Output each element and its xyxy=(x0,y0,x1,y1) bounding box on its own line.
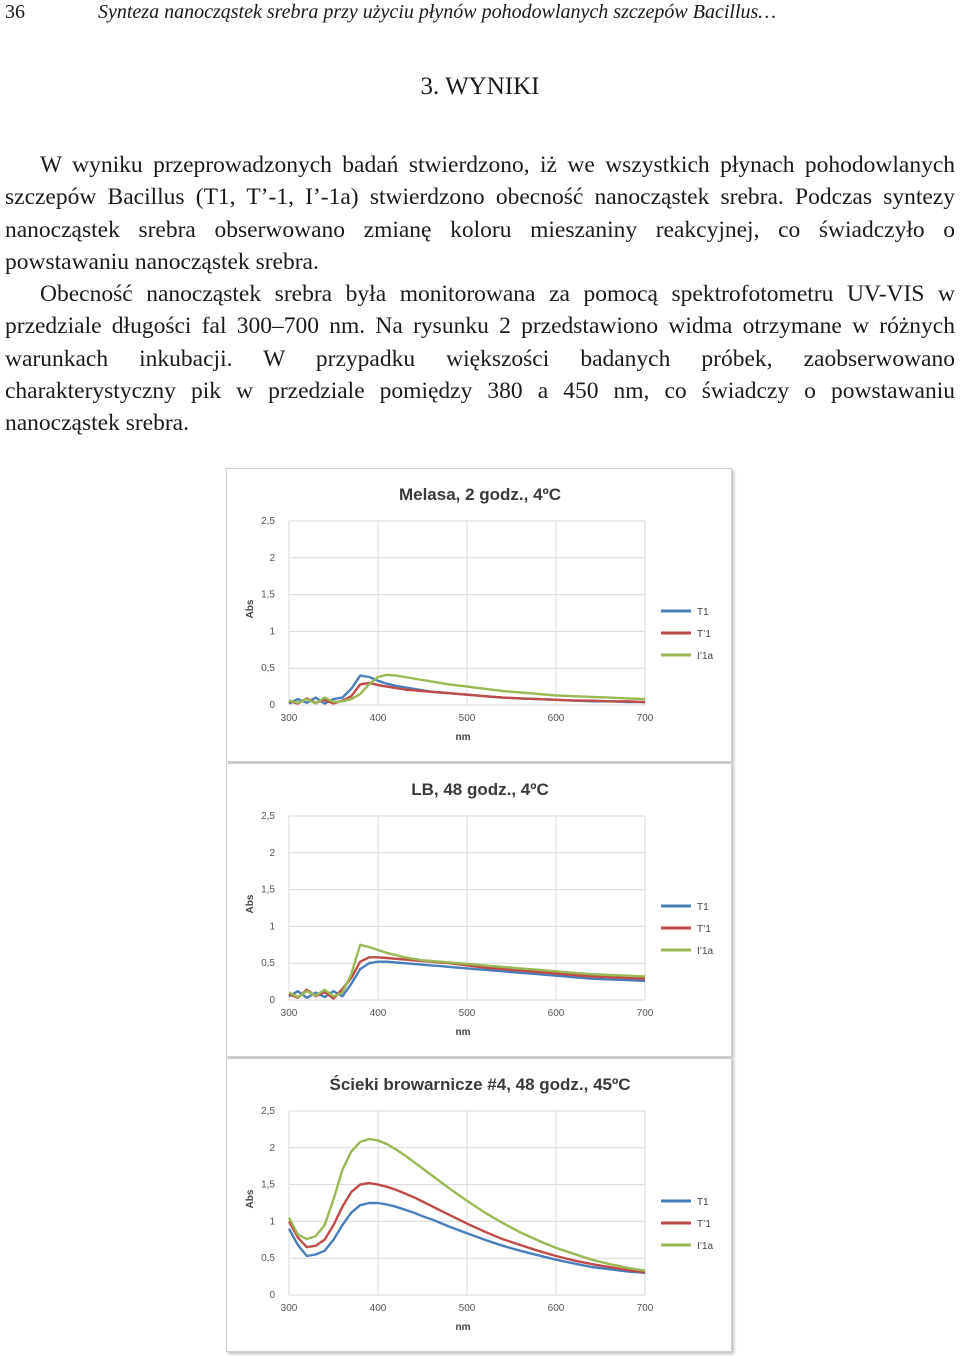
y-tick-label: 0,5 xyxy=(261,663,275,675)
x-axis-label: nm xyxy=(455,1322,471,1333)
y-tick-label: 2,5 xyxy=(261,516,275,527)
x-tick-label: 500 xyxy=(458,1303,476,1314)
legend-label: I’1a xyxy=(697,651,714,662)
y-tick-label: 2,5 xyxy=(261,811,275,822)
y-tick-label: 0,5 xyxy=(261,958,275,970)
legend-label: T’1 xyxy=(697,629,711,640)
y-tick-label: 0,5 xyxy=(261,1253,275,1265)
chart-title: Melasa, 2 godz., 4ºC xyxy=(398,485,562,504)
x-tick-label: 300 xyxy=(280,1008,298,1019)
x-tick-label: 600 xyxy=(547,1008,565,1019)
y-tick-label: 0 xyxy=(269,995,275,1006)
chart-title: LB, 48 godz., 4ºC xyxy=(411,780,549,799)
x-tick-label: 600 xyxy=(547,713,565,724)
legend-label: T’1 xyxy=(697,1219,711,1230)
x-tick-label: 700 xyxy=(636,713,654,724)
chart-melasa xyxy=(227,469,733,763)
x-tick-label: 500 xyxy=(458,713,476,724)
legend-label: T1 xyxy=(697,607,709,618)
chart-panel-scieki xyxy=(226,1058,732,1352)
y-tick-label: 1,5 xyxy=(261,1179,275,1191)
legend-label: I’1a xyxy=(697,946,714,957)
chart-lb xyxy=(227,764,733,1058)
y-tick-label: 1 xyxy=(269,1216,275,1228)
x-tick-label: 400 xyxy=(369,1303,387,1314)
y-tick-label: 1,5 xyxy=(261,589,275,601)
y-tick-label: 2 xyxy=(269,847,275,859)
x-tick-label: 400 xyxy=(369,1008,387,1019)
y-tick-label: 1 xyxy=(269,921,275,933)
y-tick-label: 0 xyxy=(269,1290,275,1301)
x-tick-label: 700 xyxy=(636,1303,654,1314)
chart-panel-lb xyxy=(226,763,732,1057)
legend-label: I’1a xyxy=(697,1241,714,1252)
y-tick-label: 0 xyxy=(269,700,275,711)
y-axis-label: Abs xyxy=(245,894,256,914)
x-tick-label: 300 xyxy=(280,1303,298,1314)
body-text xyxy=(5,149,955,440)
chart-scieki xyxy=(227,1059,733,1353)
running-title: Synteza nanocząstek srebra przy użyciu płynów pohodowlanych szczepów Bacillus… xyxy=(98,1,777,23)
chart-title: Ścieki browarnicze #4, 48 godz., 45ºC xyxy=(329,1075,631,1094)
legend-label: T’1 xyxy=(697,924,711,935)
running-head xyxy=(0,0,960,28)
y-tick-label: 2 xyxy=(269,552,275,564)
x-tick-label: 300 xyxy=(280,713,298,724)
paragraph-2: Obecność nanocząstek srebra była monitorowana za pomocą spektrofotometru UV-VIS w przedziale długości fal 300–700 nm. Na rysunku 2 przedstawiono widma otrzymane w różnych warunkach inkubacji. W przypadku większości badanych próbek, zaobserwowano charakterystyczny pik w przedziale pomiędzy 380 a 450 nm, co świadczy o powstawaniu nanocząstek srebra. xyxy=(5,281,955,437)
chart-panel-melasa xyxy=(226,468,732,762)
y-axis-label: Abs xyxy=(245,1189,256,1209)
y-axis-label: Abs xyxy=(245,599,256,619)
y-tick-label: 2 xyxy=(269,1142,275,1154)
y-tick-label: 1 xyxy=(269,626,275,638)
paragraph-1: W wyniku przeprowadzonych badań stwierdzono, iż we wszystkich płynach pohodowlanych szczepów Bacillus (T1, T’-1, I’-1a) stwierdzono obecność nanocząstek srebra. Podczas syntezy nanocząstek srebra obserwowano zmianę koloru mieszaniny reakcyjnej, co świadczyło o powstawaniu nanocząstek srebra. xyxy=(5,152,955,275)
section-heading: 3. WYNIKI xyxy=(420,73,540,100)
x-tick-label: 500 xyxy=(458,1008,476,1019)
x-axis-label: nm xyxy=(455,732,471,743)
legend-label: T1 xyxy=(697,902,709,913)
x-tick-label: 600 xyxy=(547,1303,565,1314)
x-tick-label: 700 xyxy=(636,1008,654,1019)
x-tick-label: 400 xyxy=(369,713,387,724)
legend-label: T1 xyxy=(697,1197,709,1208)
y-tick-label: 2,5 xyxy=(261,1106,275,1117)
x-axis-label: nm xyxy=(455,1027,471,1038)
y-tick-label: 1,5 xyxy=(261,884,275,896)
page-number: 36 xyxy=(5,1,25,23)
